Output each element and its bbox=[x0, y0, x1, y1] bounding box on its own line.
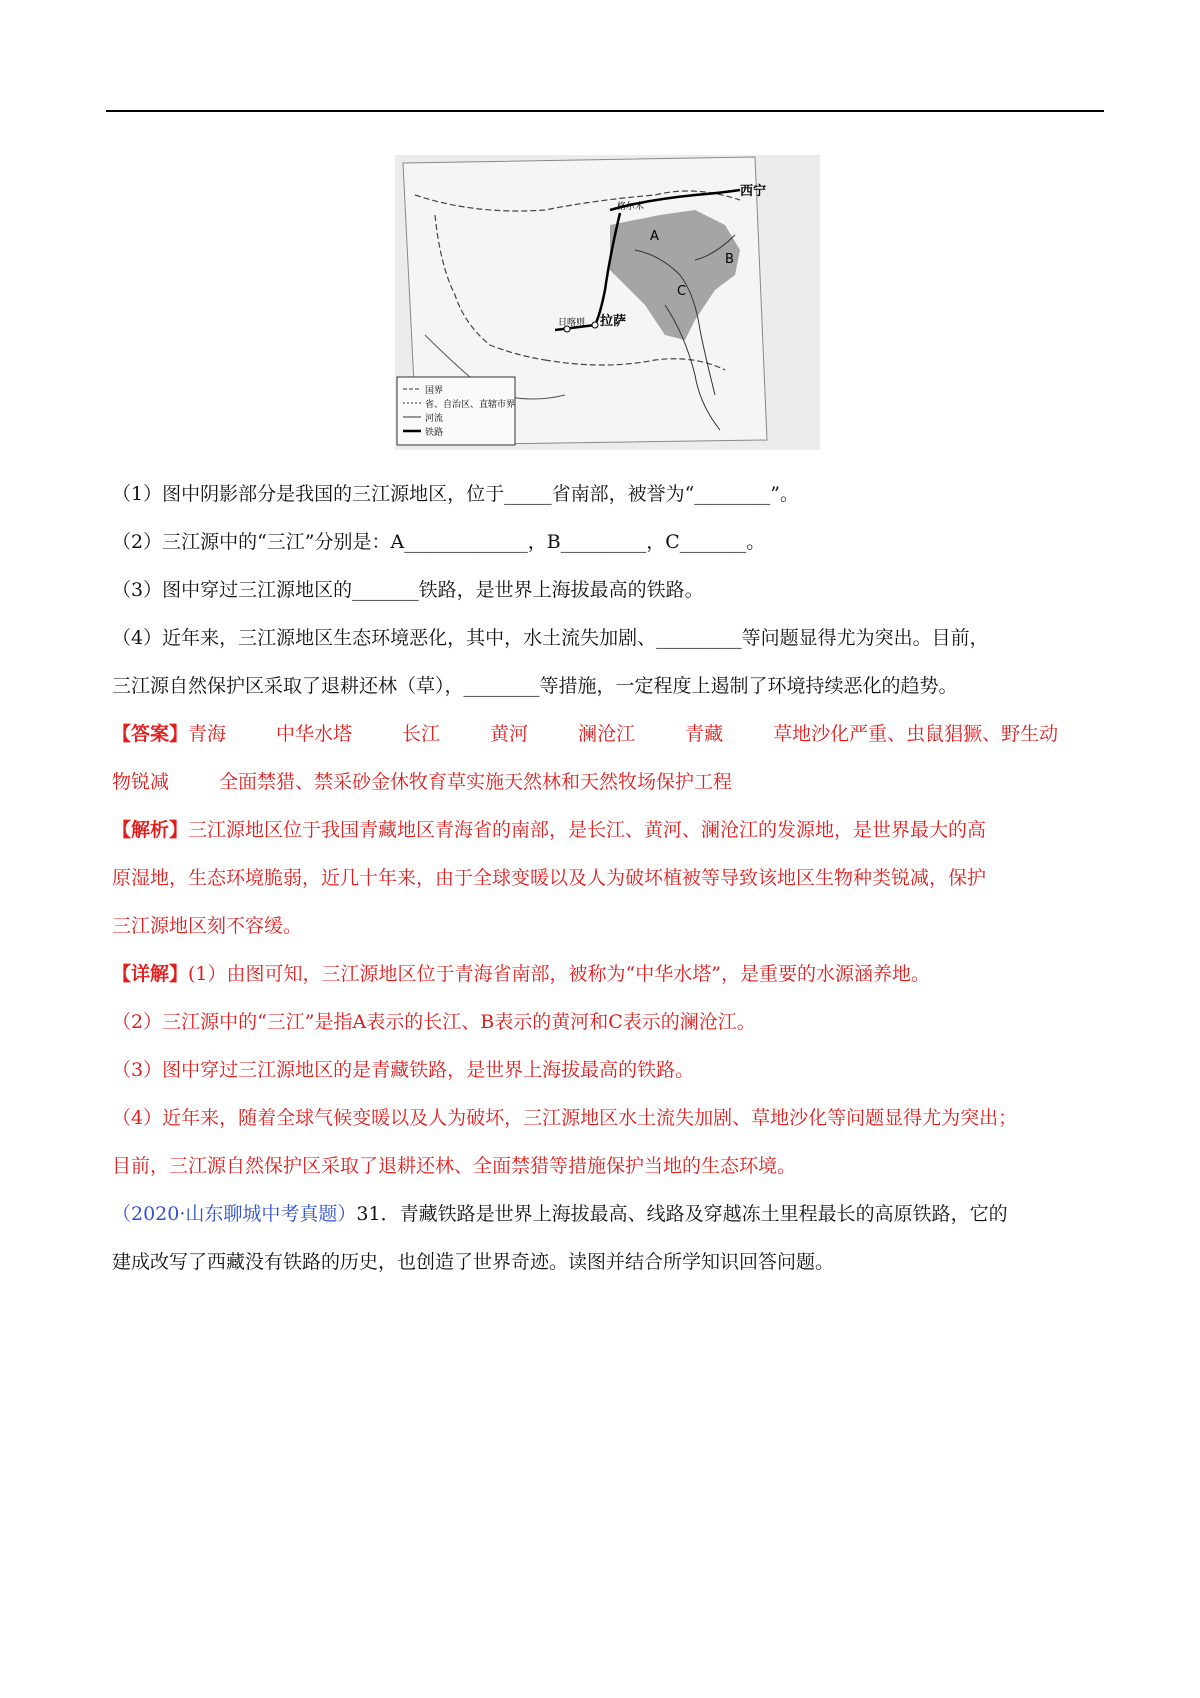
answer-item: 青海 bbox=[188, 723, 227, 745]
label-c: C bbox=[677, 284, 687, 299]
question-3: （3）图中穿过三江源地区的_______铁路，是世界上海拔最高的铁路。 bbox=[112, 579, 704, 601]
question-4-line-1: （4）近年来，三江源地区生态环境恶化，其中，水土流失加剧、_________等问题显得尤为突出。目前， bbox=[112, 627, 989, 649]
question-2: （2）三江源中的“三江”分别是：A_____________，B_________，C_______。 bbox=[112, 531, 766, 553]
question-source: （2020·山东聊城中考真题） bbox=[112, 1203, 357, 1225]
next-question-line-2: 建成改写了西藏没有铁路的历史，也创造了世界奇迹。读图并结合所学知识回答问题。 bbox=[112, 1251, 835, 1273]
detail-3: （3）图中穿过三江源地区的是青藏铁路，是世界上海拔最高的铁路。 bbox=[112, 1059, 695, 1081]
question-1: （1）图中阴影部分是我国的三江源地区，位于_____省南部，被誉为“________”。 bbox=[112, 483, 800, 505]
answer-item: 黄河 bbox=[490, 723, 529, 745]
analysis-tag: 【解析】 bbox=[112, 819, 189, 841]
answer-item: 澜沧江 bbox=[578, 723, 636, 745]
detail-2: （2）三江源中的“三江”是指A表示的长江、B表示的黄河和C表示的澜沧江。 bbox=[112, 1011, 756, 1033]
detail-4-line-2: 目前，三江源自然保护区采取了退耕还林、全面禁猎等措施保护当地的生态环境。 bbox=[112, 1155, 797, 1177]
label-a: A bbox=[650, 229, 659, 244]
analysis-line-1: 【解析】三江源地区位于我国青藏地区青海省的南部，是长江、黄河、澜沧江的发源地，是世界最大的高 bbox=[112, 819, 987, 841]
label-xining: 西宁 bbox=[740, 184, 767, 199]
legend-river: 河流 bbox=[425, 414, 444, 424]
legend-railway: 铁路 bbox=[425, 428, 444, 438]
answer-item: 草地沙化严重、虫鼠猖獗、野生动 bbox=[773, 723, 1059, 745]
label-lasa: 拉萨 bbox=[600, 314, 627, 329]
sanjiangyuan-map bbox=[395, 155, 820, 450]
next-question-line-1: （2020·山东聊城中考真题）31．青藏铁路是世界上海拔最高、线路及穿越冻土里程最长的高原铁路，它的 bbox=[112, 1203, 1008, 1225]
detail-4-line-1: （4）近年来，随着全球气候变暖以及人为破坏，三江源地区水土流失加剧、草地沙化等问题显得尤为突出； bbox=[112, 1107, 1018, 1129]
question-4-line-2: 三江源自然保护区采取了退耕还林（草），________等措施，一定程度上遏制了环境持续恶化的趋势。 bbox=[112, 675, 958, 697]
answer-item: 中华水塔 bbox=[276, 723, 353, 745]
label-geermu: 格尔木 bbox=[617, 202, 645, 212]
detail-1: 【详解】(1）由图可知，三江源地区位于青海省南部，被称为“中华水塔”，是重要的水源涵养地。 bbox=[112, 963, 930, 985]
label-b: B bbox=[725, 252, 734, 267]
analysis-line-3: 三江源地区刻不容缓。 bbox=[112, 915, 303, 937]
answer-item: 青藏 bbox=[685, 723, 724, 745]
detail-tag: 【详解】 bbox=[112, 963, 189, 985]
answer-item: 长江 bbox=[402, 723, 441, 745]
header-rule bbox=[106, 110, 1104, 112]
legend-province: 省、自治区、直辖市界 bbox=[425, 400, 516, 410]
answer-line-1 bbox=[112, 710, 1102, 758]
answer-line-2: 物锐减 全面禁猎、禁采砂金休牧育草实施天然林和天然牧场保护工程 bbox=[112, 771, 733, 793]
analysis-line-2: 原湿地，生态环境脆弱，近几十年来，由于全球变暖以及人为破坏植被等导致该地区生物种类锐减，保护 bbox=[112, 867, 987, 889]
answer-tag: 【答案】 bbox=[112, 723, 189, 745]
legend-border: 国界 bbox=[425, 386, 444, 396]
label-rikaze: 日喀则 bbox=[558, 318, 586, 328]
